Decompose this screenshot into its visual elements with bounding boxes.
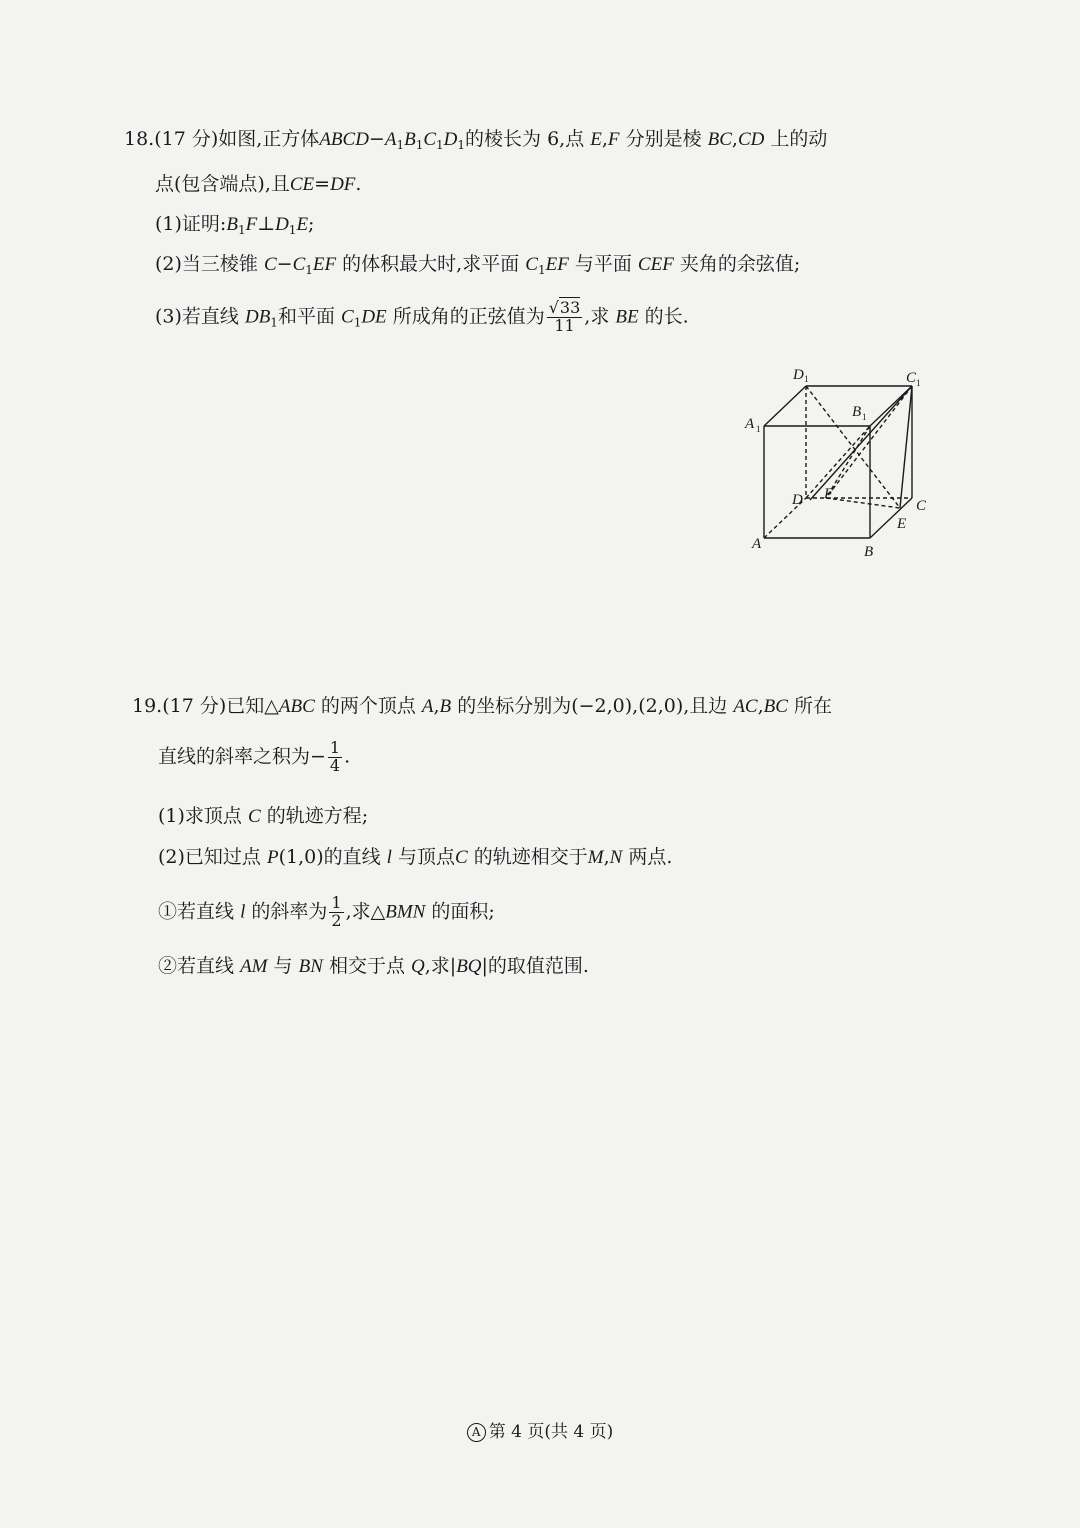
q18-part2: (2)当三棱锥 $C-C_1EF$ 的体积最大时,求平面 $C_1EF$ 与平面 CEF 夹角的余弦值; xyxy=(155,253,801,277)
svg-text:1: 1 xyxy=(804,374,809,384)
sine-fraction: $\frac{√33}{11}$ xyxy=(548,298,581,335)
edge-a1-d1 xyxy=(764,386,806,426)
q18-line2: 点(包含端点),且CE=DF. xyxy=(155,173,362,195)
q19-part2: (2)已知过点 P(1,0)的直线 l 与顶点C 的轨迹相交于M,N 两点. xyxy=(158,846,673,868)
slope-product-fraction: $\frac{1}{4}$ xyxy=(329,738,341,775)
label-d: D xyxy=(792,492,803,508)
label-a1: A xyxy=(745,416,755,432)
page-footer xyxy=(0,1417,1080,1442)
q19-line2: 直线的斜率之积为− $\frac{1}{4}$ . xyxy=(158,738,351,775)
segment-f-e xyxy=(826,498,900,508)
cube-figure xyxy=(740,360,940,570)
label-b1: B xyxy=(852,404,862,420)
label-d1: D xyxy=(793,367,804,383)
q18-part1: (1)证明$:B_1F\perp D_1E$; xyxy=(155,213,315,237)
segment-c1-e xyxy=(900,386,912,508)
q19-part1: (1)求顶点 C 的轨迹方程; xyxy=(158,805,369,827)
label-a: A xyxy=(752,536,762,552)
slope-fraction: $\frac{1}{2}$ xyxy=(331,893,342,930)
segment-d-b1 xyxy=(806,426,870,498)
q19-line1: 19.(17 分)已知△ABC 的两个顶点 A,B 的坐标分别为(−2,0),(2,0),且边 AC,BC 所在 xyxy=(132,695,832,717)
segment-c1-f xyxy=(826,386,912,498)
label-c: C xyxy=(916,498,927,514)
label-f: F xyxy=(824,486,834,502)
q18-part3: (3)若直线 $DB_1$和平面 $C_1DE$ 所成角的正弦值为 $\frac{√33}{11}$ ,求 BE 的长. xyxy=(155,298,689,335)
q19-sub1: ①若直线 l 的斜率为 $\frac{1}{2}$ ,求△BMN 的面积; xyxy=(158,893,495,930)
label-e: E xyxy=(897,516,907,532)
label-b: B xyxy=(864,544,874,560)
svg-text:1: 1 xyxy=(916,378,921,388)
svg-text:1: 1 xyxy=(862,412,867,422)
version-mark: A xyxy=(467,1423,486,1442)
page-number: 第 4 页(共 4 页) xyxy=(488,1422,614,1442)
label-c1: C xyxy=(906,370,917,386)
svg-text:1: 1 xyxy=(756,424,761,434)
q18-line1: 18.(17 分)如图,正方体$ABCD-A_1B_1C_1D_1$的棱长为 6,点 E,F 分别是棱 BC,CD 上的动 xyxy=(124,128,828,152)
q19-sub2: ②若直线 AM 与 BN 相交于点 Q,求|BQ|的取值范围. xyxy=(158,955,589,977)
